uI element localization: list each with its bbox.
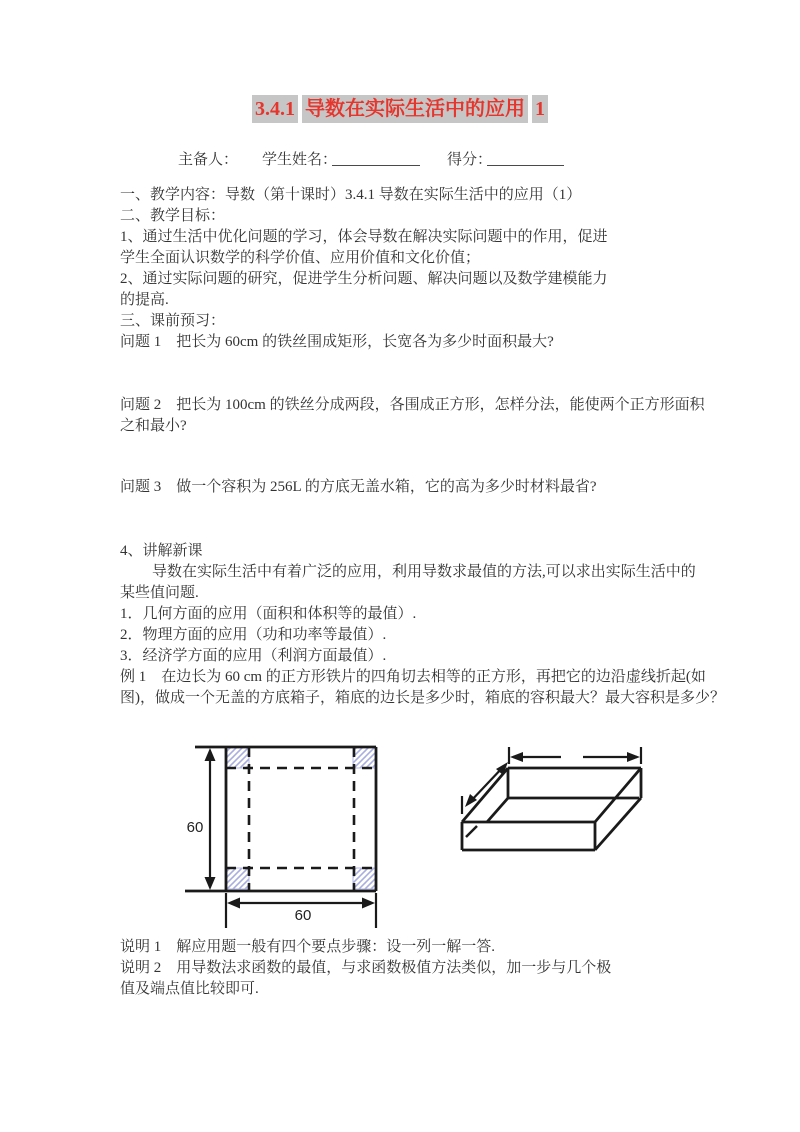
text-line: 之和最小? (120, 418, 187, 434)
score-blank (487, 148, 564, 166)
title-suffix: 1 (532, 95, 548, 123)
text-line-list-item-2: 2．物理方面的应用（功和功率等最值）. (120, 627, 387, 643)
text-line-example-1: 例 1 在边长为 60 cm 的正方形铁片的四角切去相等的正方形，再把它的边沿虚线折起(如 (120, 669, 706, 685)
hatched-corner-bottom-left (226, 868, 249, 889)
box-width-dimension-arrow (509, 747, 641, 764)
text-line: 2、通过实际问题的研究，促进学生分析问题、解决问题以及数学建模能力 (120, 271, 608, 287)
text-line-teaching-content: 一、教学内容：导数（第十课时）3.4.1 导数在实际生活中的应用（1） (120, 187, 582, 203)
page-title (0, 95, 800, 123)
hidden-edge-dash (466, 826, 477, 837)
figure-open-box (462, 747, 641, 850)
text-line-preview-heading: 三、课前预习： (120, 313, 226, 329)
text-line: 1、通过生活中优化问题的学习，体会导数在解决实际问题中的作用，促进 (120, 229, 608, 245)
height-dimension-arrow (205, 748, 216, 890)
title-section-number: 3.4.1 (252, 95, 298, 123)
text-line: 学生全面认识数学的科学价值、应用价值和文化价值； (120, 250, 481, 266)
title-main-text: 导数在实际生活中的应用 (302, 95, 528, 123)
text-line-list-item-1: 1．几何方面的应用（面积和体积等的最值）. (120, 606, 417, 622)
text-line-new-lesson-heading: 4、讲解新课 (120, 543, 203, 559)
example-figures (150, 720, 710, 940)
score-label: 得分： (447, 152, 493, 168)
text-line: 某些值问题. (120, 585, 199, 601)
hatched-corner-top-left (226, 747, 249, 768)
text-line-problem-2: 问题 2 把长为 100cm 的铁丝分成两段，各围成正方形，怎样分法，能使两个正方形面积 (120, 397, 705, 413)
hatched-corner-top-right (353, 747, 376, 768)
text-line-note-2: 说明 2 用导数法求函数的最值，与求函数极值方法类似，加一步与几个极 (120, 960, 612, 976)
text-line-goals-heading: 二、教学目标： (120, 208, 226, 224)
preparer-label: 主备人： (178, 152, 239, 168)
text-line: 图)，做成一个无盖的方底箱子，箱底的边长是多少时，箱底的容积最大？最大容积是多少？ (120, 690, 725, 706)
dimension-label-height: 60 (186, 819, 204, 836)
text-line-note-1: 说明 1 解应用题一般有四个要点步骤：设一列一解一答. (120, 939, 496, 955)
student-name-label: 学生姓名： (262, 152, 338, 168)
text-line-problem-3: 问题 3 做一个容积为 256L 的方底无盖水箱，它的高为多少时材料最省? (120, 479, 597, 495)
text-line: 的提高. (120, 292, 169, 308)
student-name-blank (332, 148, 420, 166)
text-line: 值及端点值比较即可. (120, 981, 259, 997)
dimension-label-width: 60 (294, 907, 312, 924)
text-line-list-item-3: 3．经济学方面的应用（利润方面最值）. (120, 648, 387, 664)
hatched-corner-bottom-right (353, 868, 376, 889)
figure-flat-square (185, 747, 376, 928)
text-line: 导数在实际生活中有着广泛的应用，利用导数求最值的方法,可以求出实际生活中的 (152, 564, 696, 580)
text-line-problem-1: 问题 1 把长为 60cm 的铁丝围成矩形，长宽各为多少时面积最大? (120, 334, 554, 350)
